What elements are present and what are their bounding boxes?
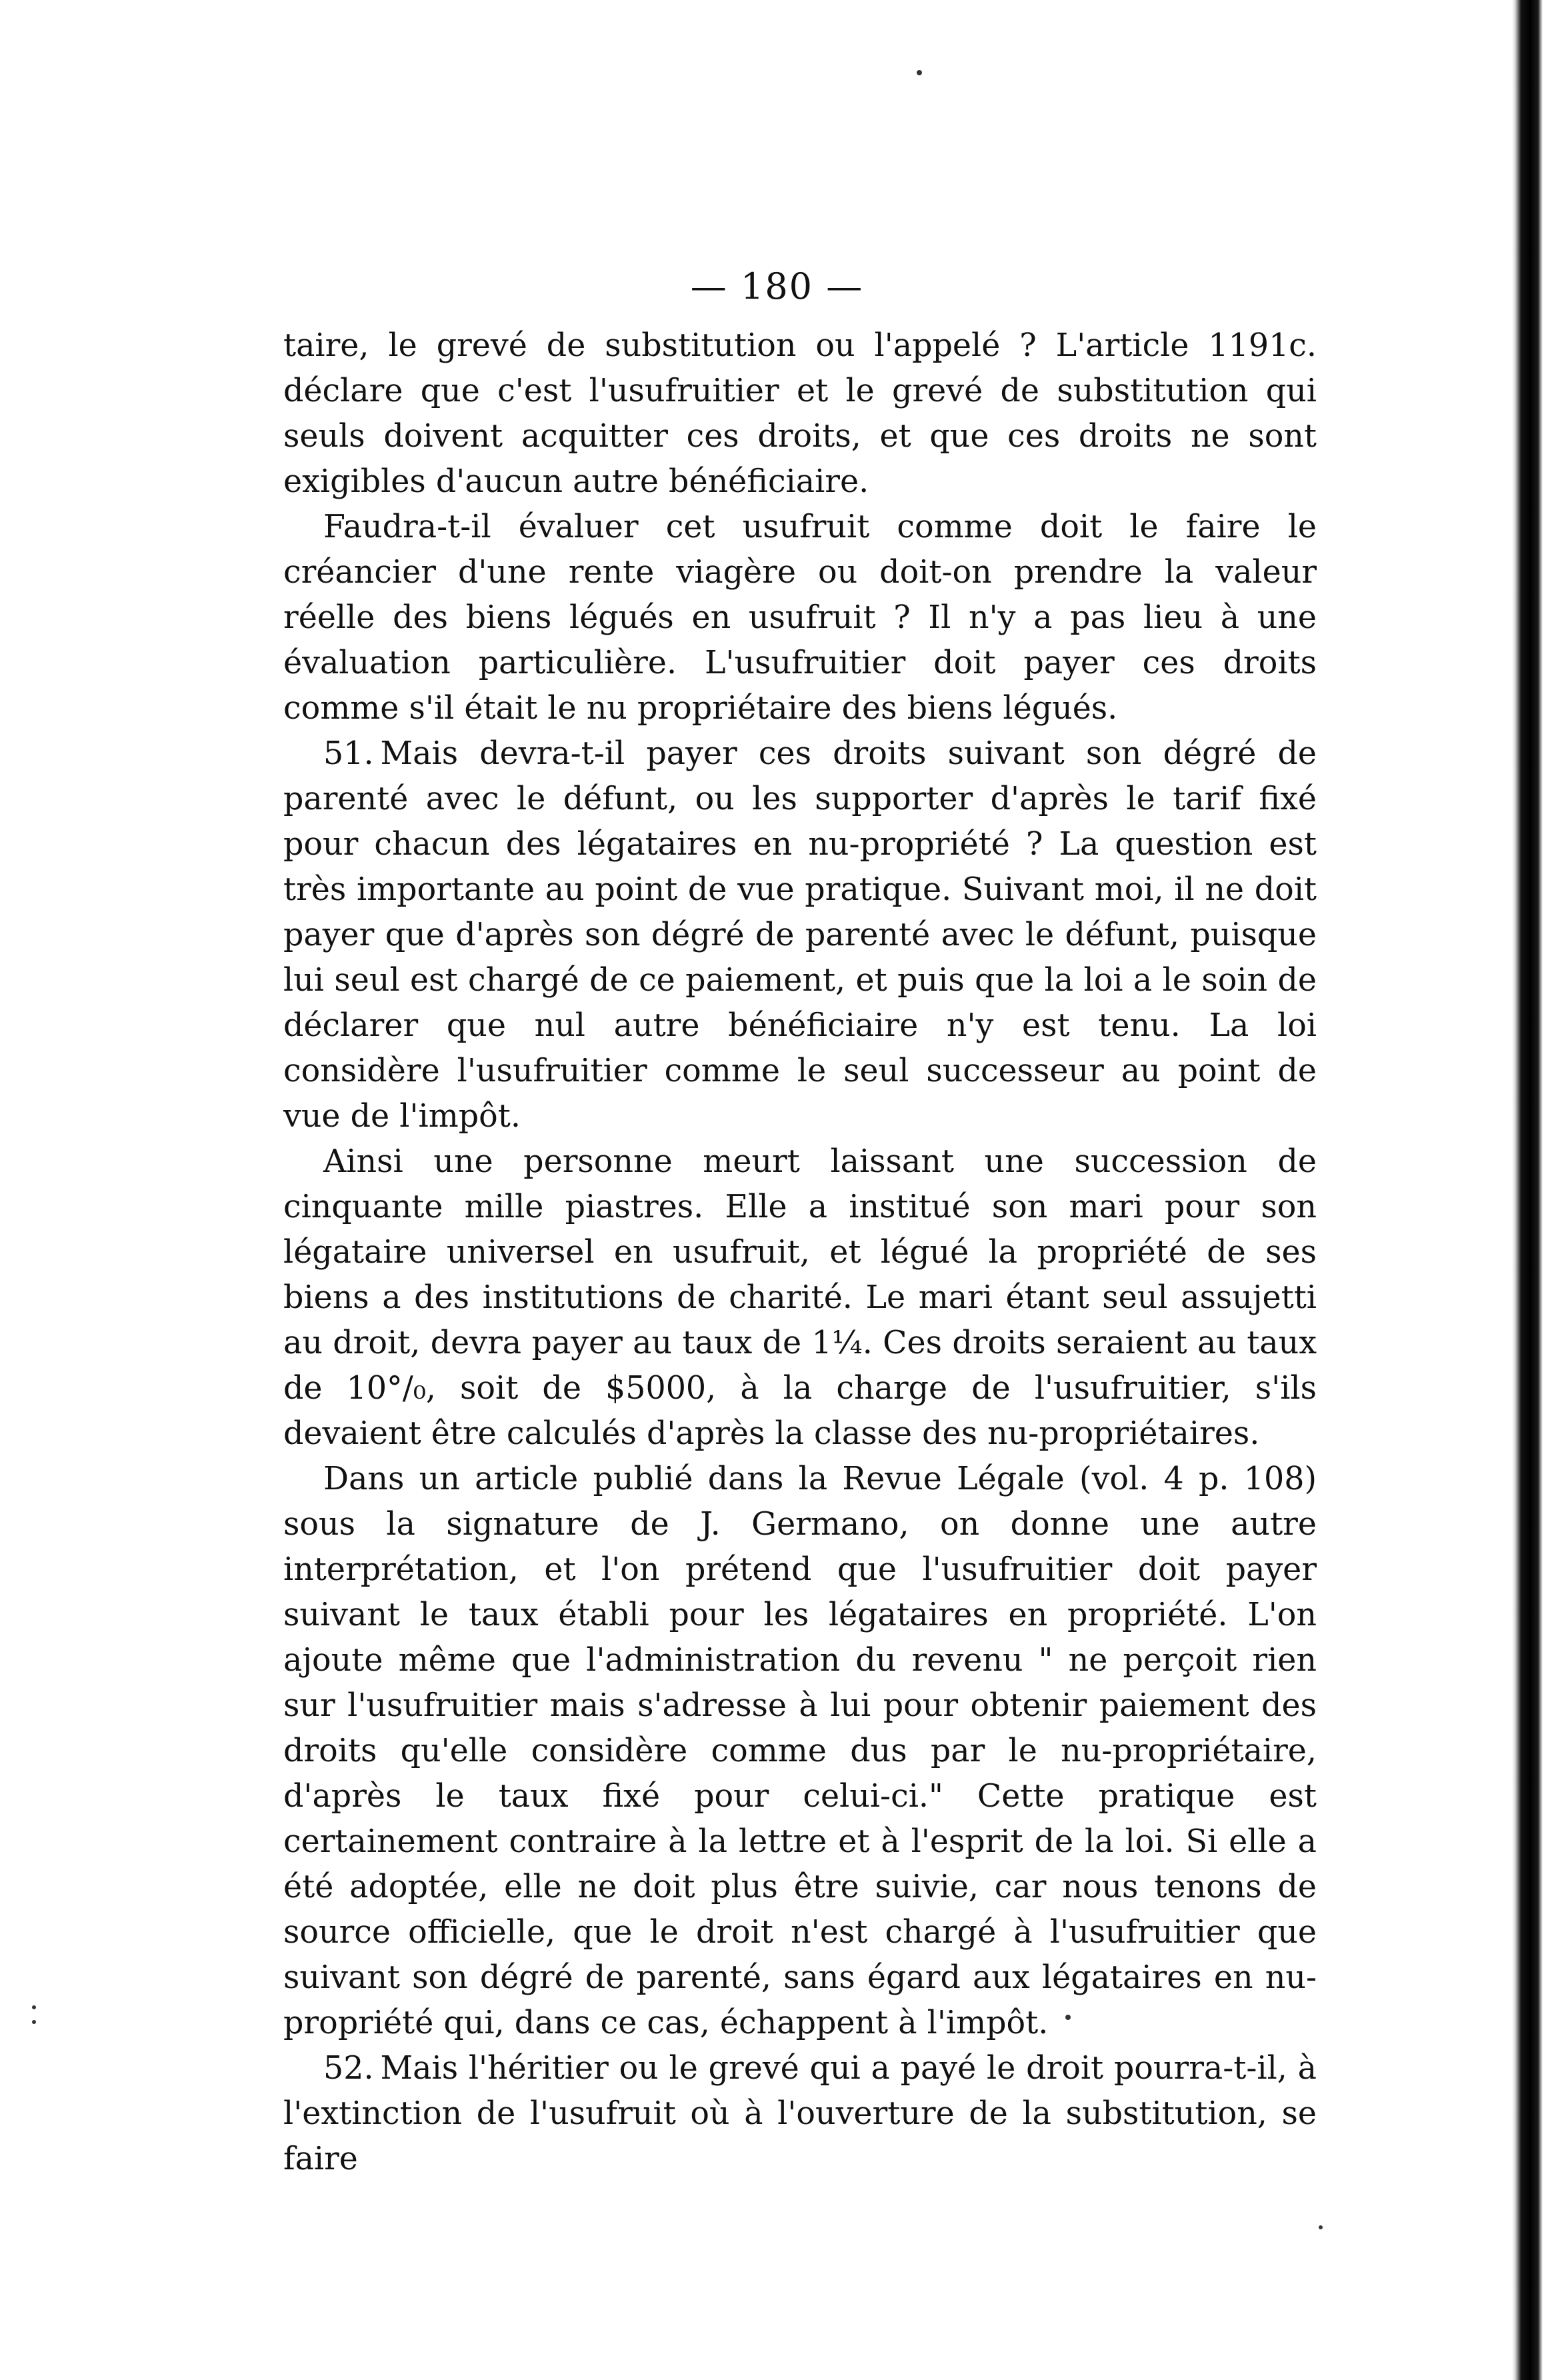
paragraph-text: Mais l'héritier ou le grevé qui a payé le droit pourra-t-il, à l'extinction de l'usufruit où à l'ouverture de la substitution, se faire xyxy=(283,2050,1317,2177)
paragraph-revue-legale xyxy=(283,1457,1317,2046)
paragraph-example xyxy=(283,1139,1317,1457)
paragraph-continuation xyxy=(283,323,1317,505)
dust-speck xyxy=(1319,2225,1323,2229)
dust-speck xyxy=(32,2020,36,2024)
page-edge-shadow xyxy=(1512,0,1543,2380)
paragraph-text: taire, le grevé de substitution ou l'appelé ? L'article 1191c. déclare que c'est l'usufruitier et le grevé de substitution qui seuls doivent acquitter ces droits, et que ces droits ne sont exigibles d'aucun autre bénéficiaire. xyxy=(283,327,1317,500)
paragraph-text: Mais devra-t-il payer ces droits suivant son dégré de parenté avec le défunt, ou les supporter d'après le tarif fixé pour chacun des légataires en nu-propriété ? La question est très importante au point de vue pratique. Suivant moi, il ne doit payer que d'après son dégré de parenté avec le défunt, puisque lui seul est chargé de ce paiement, et puis que la loi a le soin de déclarer que nul autre bénéficiaire n'y est tenu. La loi considère l'usufruitier comme le seul successeur au point de vue de l'impôt. xyxy=(283,735,1317,1135)
numbered-paragraph-51 xyxy=(283,731,1317,1139)
paragraph xyxy=(283,505,1317,731)
dust-speck xyxy=(917,70,922,75)
paragraph-text: Faudra-t-il évaluer cet usufruit comme doit le faire le créancier d'une rente viagère ou doit-on prendre la valeur réelle des biens légués en usufruit ? Il n'y a pas lieu à une évaluation particulière. L'usufruitier doit payer ces droits comme s'il était le nu propriétaire des biens légués. xyxy=(283,509,1317,727)
page-number: — 180 — xyxy=(690,265,864,307)
paragraph-number: 51. xyxy=(323,735,374,772)
paragraph-text: Dans un article publié dans la Revue Légale (vol. 4 p. 108) sous la signature de J. Germano, on donne une autre interprétation, et l'on prétend que l'usufruitier doit payer suivant le taux établi pour les légataires en propriété. L'on ajoute même que l'administration du revenu " ne perçoit rien sur l'usufruitier mais s'adresse à lui pour obtenir paiement des droits qu'elle considère comme dus par le nu-propriétaire, d'après le taux fixé pour celui-ci." Cette pratique est certainement contraire à la lettre et à l'esprit de la loi. Si elle a été adoptée, elle ne doit plus être suivie, car nous tenons de source officielle, que le droit n'est chargé à l'usufruitier que suivant son dégré de parenté, sans égard aux légataires en nu-propriété qui, dans ce cas, échappent à l'impôt. xyxy=(283,1461,1317,2041)
paragraph-number: 52. xyxy=(323,2050,374,2087)
body-text xyxy=(283,323,1317,2182)
paragraph-text: Ainsi une personne meurt laissant une succession de cinquante mille piastres. Elle a institué son mari pour son légataire universel en usufruit, et légué la propriété de ses biens a des institutions de charité. Le mari étant seul assujetti au droit, devra payer au taux de 1¼. Ces droits seraient au taux de 10°/₀, soit de $5000, à la charge de l'usufruitier, s'ils devaient être calculés d'après la classe des nu-propriétaires. xyxy=(283,1143,1317,1452)
dust-speck xyxy=(32,2005,36,2009)
numbered-paragraph-52 xyxy=(283,2046,1317,2182)
